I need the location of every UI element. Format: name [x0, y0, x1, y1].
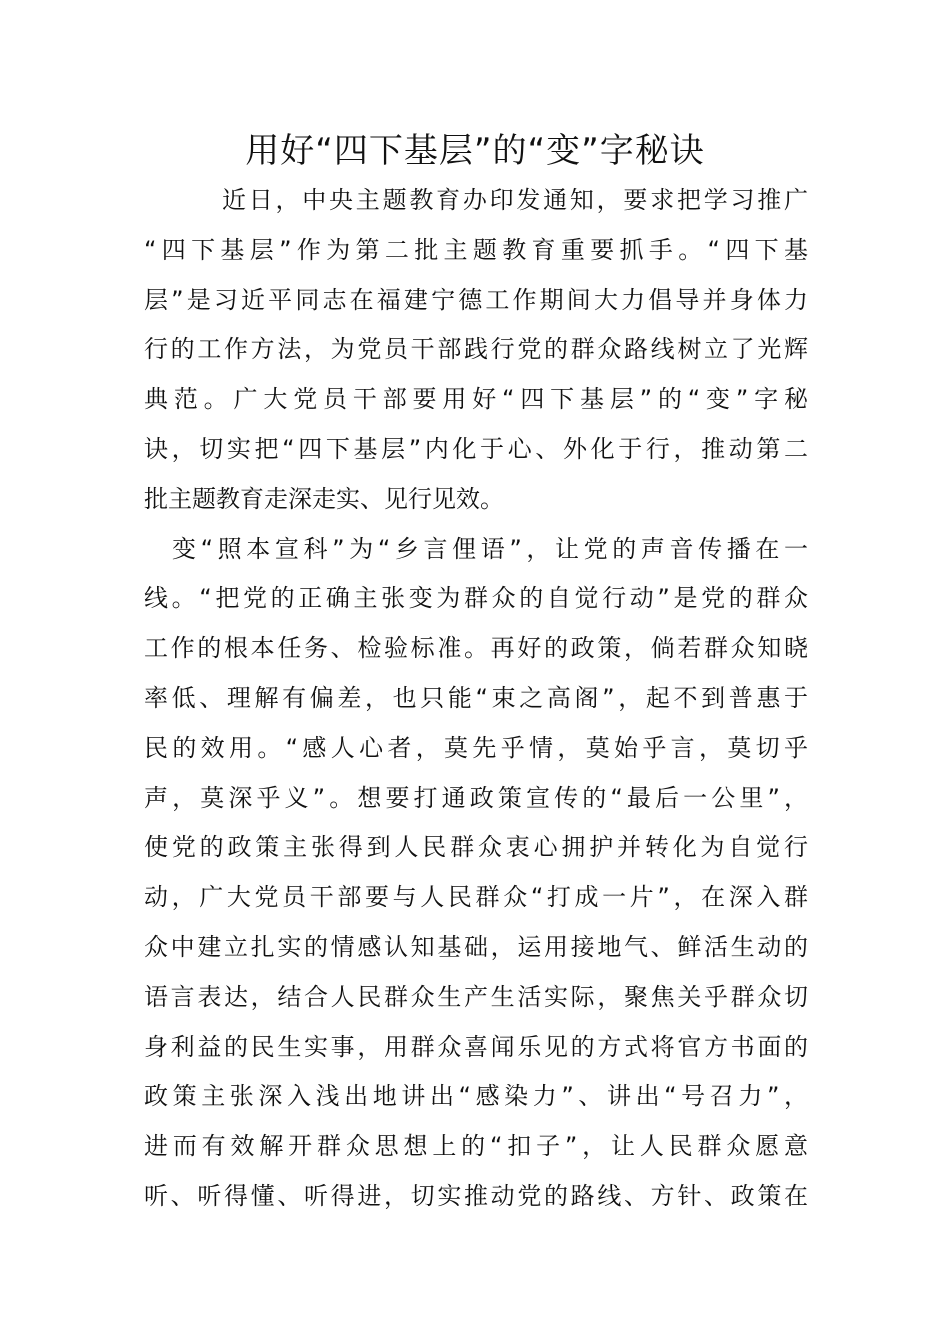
text-line: 线。“把党的正确主张变为群众的自觉行动”是党的群众: [144, 584, 808, 613]
text-line: 近日，中央主题教育办印发通知，要求把学习推广: [222, 186, 808, 214]
text-line: 语言表达，结合人民群众生产生活实际，聚焦关乎群众切: [144, 982, 808, 1011]
document-body: [144, 176, 808, 1222]
text-line: “四下基层”作为第二批主题教育重要抓手。“四下基: [144, 235, 808, 264]
text-line: 声，莫深乎义”。想要打通政策宣传的“最后一公里”，: [144, 783, 808, 812]
paragraph: [144, 176, 808, 525]
document-title: 用好“四下基层”的“变”字秘诀: [245, 131, 705, 171]
text-line: 进而有效解开群众思想上的“扣子”，让人民群众愿意: [144, 1132, 808, 1161]
text-line: 工作的根本任务、检验标准。再好的政策，倘若群众知晓: [144, 634, 808, 663]
text-line: 动，广大党员干部要与人民群众“打成一片”，在深入群: [144, 883, 808, 912]
text-line: 民的效用。“感人心者，莫先乎情，莫始乎言，莫切乎: [144, 733, 808, 762]
text-line: 变“照本宣科”为“乡言俚语”，让党的声音传播在一: [172, 534, 808, 563]
text-line: 政策主张深入浅出地讲出“感染力”、讲出“号召力”，: [144, 1082, 808, 1111]
text-line: 典范。广大党员干部要用好“四下基层”的“变”字秘: [144, 385, 808, 414]
text-line: 率低、理解有偏差，也只能“束之高阁”，起不到普惠于: [144, 683, 808, 712]
text-line: 批主题教育走深走实、见行见效。: [144, 484, 504, 513]
text-line: 听、听得懂、听得进，切实推动党的路线、方针、政策在: [144, 1181, 808, 1210]
text-line: 层”是习近平同志在福建宁德工作期间大力倡导并身体力: [144, 285, 808, 314]
text-line: 身利益的民生实事，用群众喜闻乐见的方式将官方书面的: [144, 1032, 808, 1061]
text-line: 行的工作方法，为党员干部践行党的群众路线树立了光辉: [144, 335, 808, 364]
text-line: 使党的政策主张得到人民群众衷心拥护并转化为自觉行: [144, 833, 808, 862]
text-line: 诀，切实把“四下基层”内化于心、外化于行，推动第二: [144, 434, 808, 463]
paragraph: [144, 525, 808, 1222]
text-line: 众中建立扎实的情感认知基础，运用接地气、鲜活生动的: [144, 932, 808, 961]
